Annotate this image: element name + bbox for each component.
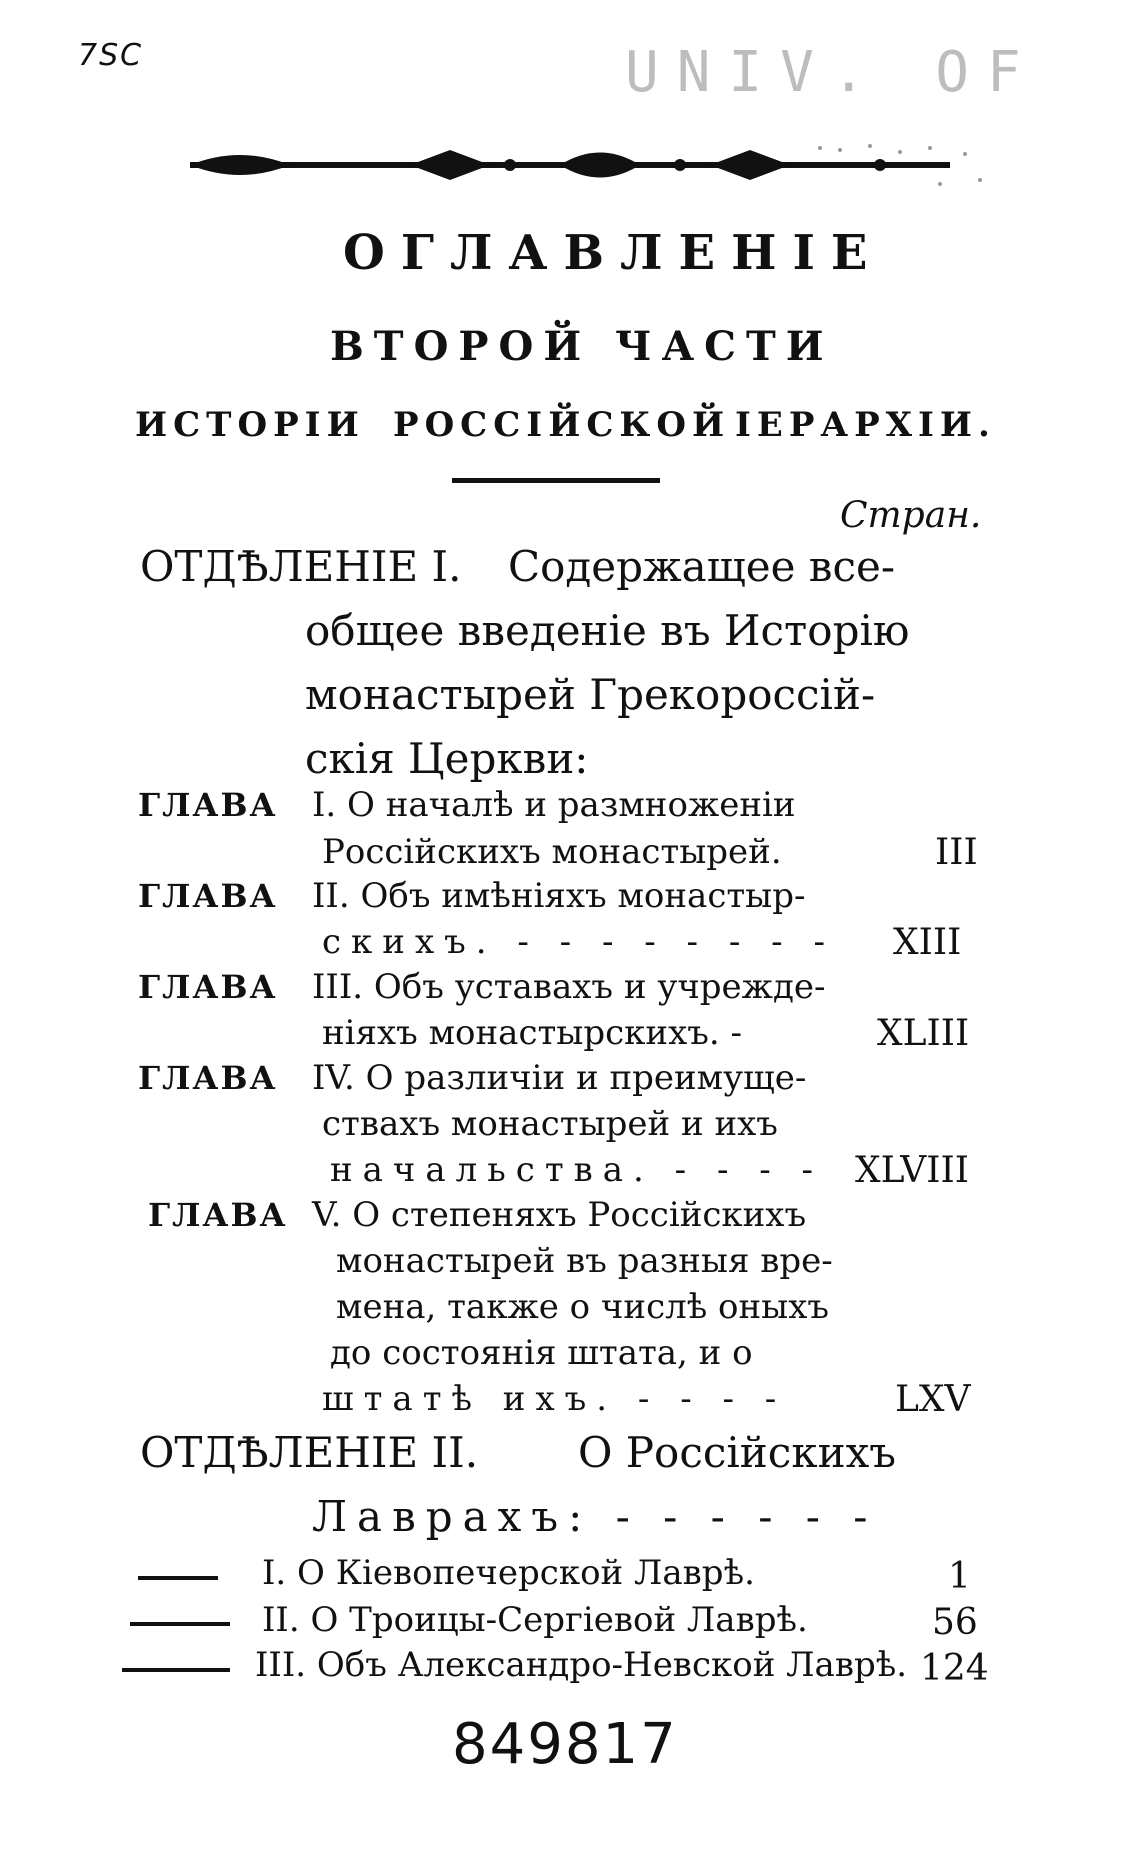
title-line-3a: ИСТОРІИ <box>135 405 365 445</box>
inventory-number: 849817 <box>452 1712 678 1777</box>
chapter-label: ГЛАВА <box>138 786 278 824</box>
lavra-page: 56 <box>932 1602 978 1643</box>
ornament-band <box>180 140 1000 190</box>
section-1-line: Содержащее все- <box>508 542 896 591</box>
library-stamp: UNIV. OF <box>625 40 1039 105</box>
section-2-line: Лаврахъ: - - - - - - <box>312 1492 878 1541</box>
title-line-3b: РОССІЙСКОЙ <box>393 405 731 445</box>
chapter-line: III. Объ уставахъ и учрежде- <box>312 967 826 1007</box>
section-1-line: монастырей Грекороссій- <box>305 670 876 719</box>
lavra-dash <box>122 1668 230 1672</box>
lavra-entry: III. Объ Александро-Невской Лаврѣ. <box>255 1645 908 1685</box>
chapter-line: мена, также о числѣ оныхъ <box>336 1287 830 1327</box>
chapter-page: LXV <box>895 1379 971 1420</box>
chapter-line: IV. О различіи и преимуще- <box>312 1058 807 1098</box>
section-1-line: скія Церкви: <box>305 734 589 783</box>
lavra-dash <box>130 1622 230 1626</box>
chapter-line: начальства. - - - - <box>330 1150 824 1190</box>
chapter-label: ГЛАВА <box>138 968 278 1006</box>
page-column-header: Стран. <box>840 495 982 536</box>
lavra-page: 124 <box>920 1648 989 1689</box>
chapter-page: XIII <box>893 922 962 963</box>
chapter-line: I. О началѣ и размноженіи <box>312 785 796 825</box>
chapter-page: XLIII <box>877 1013 970 1054</box>
lavra-dash <box>138 1576 218 1580</box>
chapter-line: ствахъ монастырей и ихъ <box>322 1104 778 1144</box>
chapter-line: ніяхъ монастырскихъ. - <box>322 1013 742 1053</box>
chapter-page: III <box>935 832 978 873</box>
section-1-label: ОТДѢЛЕНІЕ I. <box>140 542 462 591</box>
title-line-3c: ІЕРАРХІИ. <box>735 405 996 445</box>
chapter-label: ГЛАВА <box>148 1196 288 1234</box>
chapter-page: XLVIII <box>855 1150 969 1191</box>
title-rule <box>452 478 660 483</box>
chapter-label: ГЛАВА <box>138 877 278 915</box>
chapter-line: V. О степеняхъ Россійскихъ <box>312 1195 807 1235</box>
chapter-line: штатѣ ихъ. - - - - <box>322 1379 787 1419</box>
chapter-label: ГЛАВА <box>138 1059 278 1097</box>
chapter-line: монастырей въ разныя вре- <box>336 1241 833 1281</box>
section-2-label: ОТДѢЛЕНІЕ II. <box>140 1428 479 1477</box>
title-line-1: ОГЛАВЛЕНІЕ <box>343 225 884 281</box>
title-line-2: ВТОРОЙ ЧАСТИ <box>330 323 834 370</box>
chapter-line: скихъ. - - - - - - - - <box>322 922 835 962</box>
chapter-line: до состоянія штата, и о <box>330 1333 753 1373</box>
chapter-line: Россійскихъ монастырей. <box>322 832 782 872</box>
section-2-line: О Россійскихъ <box>578 1428 896 1477</box>
handwritten-note: 7SC <box>78 38 144 73</box>
lavra-page: 1 <box>948 1556 971 1597</box>
section-1-line: общее введеніе въ Исторію <box>305 606 910 655</box>
lavra-entry: I. О Кіевопечерской Лаврѣ. <box>262 1553 755 1593</box>
lavra-entry: II. О Троицы-Сергіевой Лаврѣ. <box>262 1600 808 1640</box>
chapter-line: II. Объ имѣніяхъ монастыр- <box>312 876 806 916</box>
